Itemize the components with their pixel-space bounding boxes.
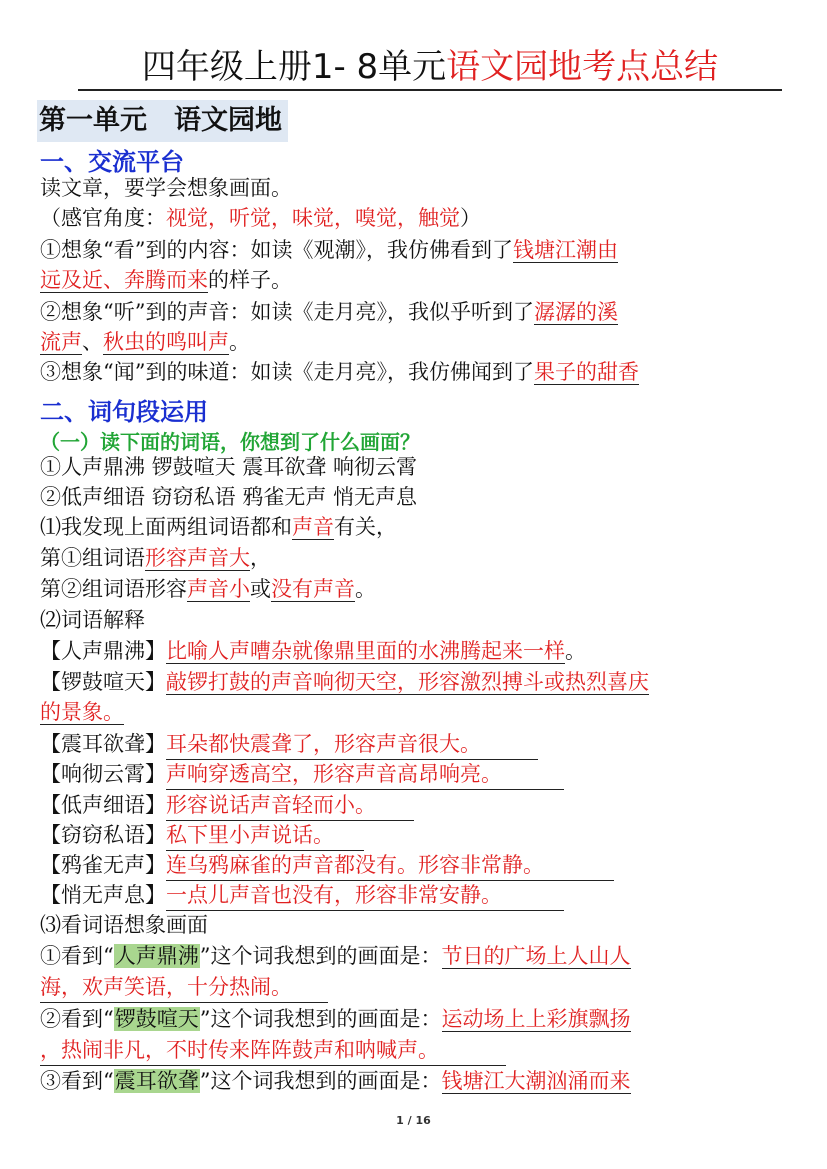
text: ”这个词我想到的画面是： (199, 944, 442, 968)
imagine-row (40, 941, 631, 971)
section-heading-exchange: 一、交流平台 (40, 148, 184, 176)
definition-term: 【震耳欲聋】 (40, 732, 166, 756)
word-group-1: ①人声鼎沸 锣鼓喧天 震耳欲聋 响彻云霄 (40, 455, 418, 479)
title-rule (78, 89, 782, 91)
word-group-2: ②低声细语 窃窃私语 鸦雀无声 悄无声息 (40, 485, 418, 509)
title-part-2: 语文园地考点总结 (446, 47, 719, 87)
question-line (40, 543, 271, 573)
answer-text: 钱塘江大潮汹涌而来 (441, 1069, 631, 1093)
highlighted-word: 震耳欲聋 (114, 1069, 199, 1093)
document-title (78, 44, 782, 90)
definition-row (40, 850, 614, 881)
definition-term: 【响彻云霄】 (40, 762, 166, 786)
text: ①想象“看”到的内容：如读《观潮》，我仿佛看到了 (40, 238, 513, 262)
text: 第①组词语 (40, 546, 145, 570)
definition-term: 【人声鼎沸】 (40, 639, 166, 663)
definition-row (40, 790, 414, 821)
imagine-row (40, 972, 328, 1003)
text: 第②组词语形容 (40, 577, 187, 601)
imagine-row (40, 1035, 506, 1066)
definition-term: 【悄无声息】 (40, 883, 166, 907)
section-heading-word-usage: 二、词句段运用 (40, 398, 208, 426)
text-line: 读文章，要学会想象画面。 (40, 176, 292, 200)
definition-text: 一点儿声音也没有，形容非常安静。 (166, 880, 564, 911)
answer-text: 秋虫的鸣叫声 (103, 330, 229, 354)
text-line (40, 265, 292, 295)
text: ③看到“ (40, 1069, 114, 1093)
definition-row (40, 759, 564, 790)
answer-text: 果子的甜香 (533, 360, 639, 384)
imagine-row (40, 1004, 631, 1034)
text: ”这个词我想到的画面是： (199, 1007, 442, 1031)
answer-text: 钱塘江潮由 (512, 238, 618, 262)
subsection-heading: （一）读下面的词语，你想到了什么画面？ (40, 430, 420, 454)
text: ”这个词我想到的画面是： (199, 1069, 442, 1093)
text-line (40, 235, 618, 265)
question-line: ⑵词语解释 (40, 608, 145, 632)
answer-text: 声音 (292, 515, 334, 539)
answer-text: ，热闹非凡，不时传来阵阵鼓声和呐喊声。 (40, 1035, 506, 1066)
highlighted-word: 锣鼓喧天 (114, 1007, 199, 1031)
text: ①看到“ (40, 944, 114, 968)
definition-row (40, 697, 124, 727)
definition-text: 私下里小声说话。 (166, 820, 364, 851)
answer-text: 视觉，听觉，味觉，嗅觉，触觉 (166, 206, 460, 230)
text-line (40, 203, 481, 233)
text: 。 (355, 577, 376, 601)
answer-text: 节日的广场上人山人 (441, 944, 631, 968)
answer-text: 海，欢声笑语，十分热闹。 (40, 972, 328, 1003)
text: 、 (82, 330, 103, 354)
definition-row (40, 667, 649, 697)
text-line (40, 297, 618, 327)
text: 有关， (334, 515, 397, 539)
text: 。 (565, 639, 586, 663)
definition-term: 【鸦雀无声】 (40, 853, 166, 877)
definition-text: 连乌鸦麻雀的声音都没有。形容非常静。 (166, 850, 614, 881)
answer-text: 没有声音 (271, 577, 355, 601)
text: ②想象“听”到的声音：如读《走月亮》，我似乎听到了 (40, 300, 534, 324)
question-line (40, 574, 376, 604)
definition-row (40, 880, 564, 911)
question-line (40, 512, 397, 542)
answer-text: 形容声音大 (145, 546, 250, 570)
answer-text: 运动场上上彩旗飘扬 (441, 1007, 631, 1031)
title-part-1: 四年级上册1- 8单元 (141, 47, 447, 87)
text: ） (460, 206, 481, 230)
text-line (40, 327, 250, 357)
definition-text: 比喻人声嘈杂就像鼎里面的水沸腾起来一样 (166, 639, 565, 663)
text: ， (250, 546, 271, 570)
text: ③想象“闻”到的味道：如读《走月亮》，我仿佛闻到了 (40, 360, 534, 384)
answer-text: 潺潺的溪 (533, 300, 618, 324)
definition-text: 形容说话声音轻而小。 (166, 790, 414, 821)
definition-text: 敲锣打鼓的声音响彻天空，形容激烈搏斗或热烈喜庆 (166, 670, 649, 694)
page-number: 1 / 16 (396, 1114, 431, 1127)
imagine-row (40, 1066, 631, 1096)
definition-term: 【低声细语】 (40, 793, 166, 817)
definition-term: 【窃窃私语】 (40, 823, 166, 847)
question-line: ⑶看词语想象画面 (40, 913, 208, 937)
answer-text: 声音小 (187, 577, 250, 601)
text: （感官角度： (40, 206, 166, 230)
definition-row (40, 636, 586, 666)
definition-text: 耳朵都快震聋了，形容声音很大。 (166, 729, 538, 760)
text: 或 (250, 577, 271, 601)
answer-text: 远及近、奔腾而来 (40, 268, 208, 292)
definition-row (40, 820, 364, 851)
definition-row (40, 729, 538, 760)
definition-term: 【锣鼓喧天】 (40, 670, 166, 694)
unit-heading: 第一单元 语文园地 (37, 100, 288, 142)
text: ②看到“ (40, 1007, 114, 1031)
text: 。 (229, 330, 250, 354)
text-line (40, 357, 639, 387)
text: 的样子。 (208, 268, 292, 292)
highlighted-word: 人声鼎沸 (114, 944, 199, 968)
definition-text: 的景象。 (40, 700, 124, 724)
answer-text: 流声 (40, 330, 82, 354)
text: ⑴我发现上面两组词语都和 (40, 515, 292, 539)
definition-text: 声响穿透高空，形容声音高昂响亮。 (166, 759, 564, 790)
